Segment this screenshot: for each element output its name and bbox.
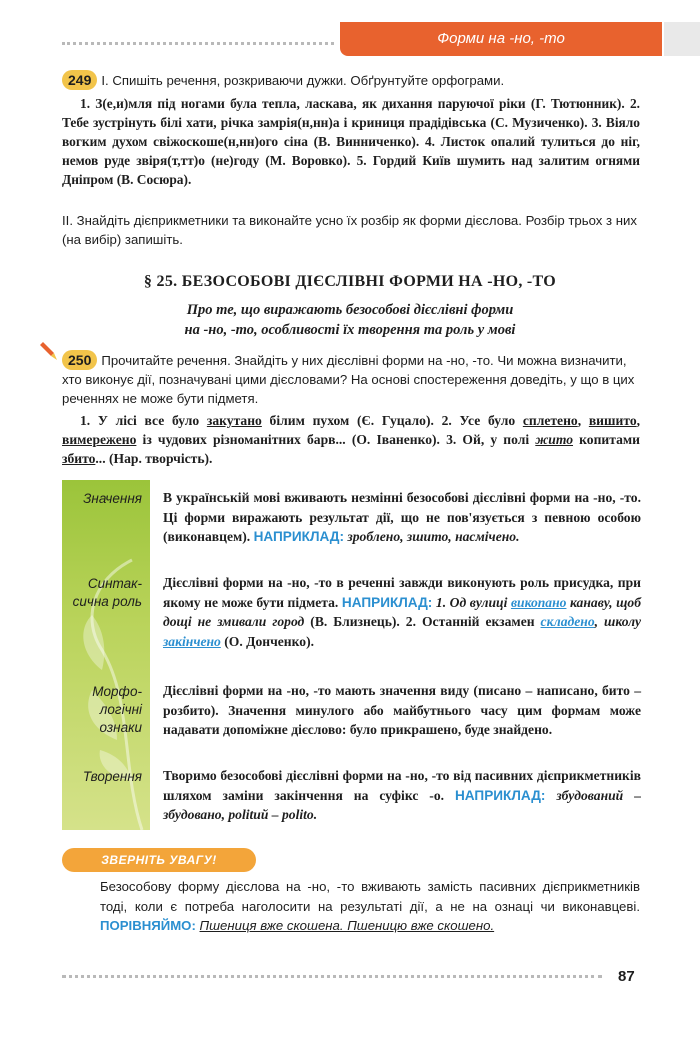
row-syntax-example-label: НАПРИКЛАД: <box>341 594 433 610</box>
ex249-task1 <box>62 70 642 90</box>
ex250-task <box>62 350 640 408</box>
row-syntax-ex2b: , школу <box>594 614 642 629</box>
ex250-comma-1: , <box>577 413 589 428</box>
row-syntax-ex1c: (В. Близнець). 2. Останній екзамен <box>304 614 541 629</box>
row-syntax-ex1b: канаву, щоб дощі не змивали город <box>163 594 641 629</box>
row-syntax-ex2c: (О. Донченко). <box>220 633 315 649</box>
ex250-s1a: 1. У лісі все було <box>80 413 207 428</box>
ex249-badge: 249 <box>62 70 97 90</box>
row-label-morph-text: Морфо-логічні ознаки <box>92 684 142 735</box>
row-formation-example: збудований – збудовано, politий – polito. <box>163 787 641 822</box>
attention-note-body: Безособову форму дієслова на -но, -то вживають замість пасивних дієприкметників тоді, коли є потреба наголосити на результаті дії, а не на ознаці чи виконавцеві. <box>100 879 640 914</box>
page-number: 87 <box>618 968 635 985</box>
section-header-title: Форми на -но, -то <box>437 30 565 47</box>
ex250-word-zakutano: закутано <box>206 413 262 428</box>
section-title: § 25. БЕЗОСОБОВІ ДІЄСЛІВНІ ФОРМИ НА -НО, -ТО <box>143 273 557 290</box>
attention-note <box>100 877 640 936</box>
header-dotted-line <box>62 42 334 45</box>
ex250-comma-2: , <box>636 413 641 428</box>
row-formation-example-label: НАПРИКЛАД: <box>454 787 546 803</box>
section-subtitle-line2: на -но, -то, особливості їх творення та роль у мові <box>184 322 516 338</box>
ex250-s3c: ... (Нар. творчість). <box>95 451 213 466</box>
ex250-word-vyshyto: вишито <box>588 413 637 428</box>
row-text-syntax <box>163 573 641 651</box>
ex250-s2b: із чудових різноманітних барв... (О. Іваненко). 3. Ой, у полі <box>136 432 536 447</box>
row-formation-body: Творимо безособові дієслівні форми на -но, -то від пасивних дієприкметників шляхом заміни закінчення на суфікс -о. <box>163 768 641 803</box>
row-label-syntax <box>62 575 142 611</box>
ex249-task2-text: ІІ. Знайдіть дієприкметники та виконайте усно їх розбір як форми дієслова. Розбір трьох з них (на вибір) запишіть. <box>62 213 638 247</box>
ex249-task2 <box>62 211 640 249</box>
ex250-s3b: копитами <box>573 432 641 447</box>
ex250-word-zbyto: збито <box>62 451 96 466</box>
attention-tab: ЗВЕРНІТЬ УВАГУ! <box>62 848 256 872</box>
section-header-tab <box>340 22 662 56</box>
row-meaning-example-label: НАПРИКЛАД: <box>253 529 345 544</box>
attention-compare-label: ПОРІВНЯЙМО: <box>100 918 196 933</box>
ex250-badge: 250 <box>62 350 97 370</box>
ex249-sentences-text: 1. З(е,и)мля під ногами була тепла, ласкава, як дихання паруючої ріки (Г. Тютюнник). 2. Тебе зустрінуть білі хати, річка замрія(н,нн)а і криниця прадідівська (С. Музиченко). 3. Віяло вогким духом свіжоскоше(н,нн)ого сіна (В. Винниченко). 4. Листок опалий тулиться до ніг, немов руде звіря(т,тт)о (не)году (М. Воровко). 5. Гордий Київ шумить над залитим огнями Дніпром (В. Сосюра). <box>62 96 640 187</box>
row-morph-body: Дієслівні форми на -но, -то мають значення виду (писано – написано, бито – розбито). Значення минулого або майбутнього часу цим формам може надавати допоміжне дієслово: було прикрашено, буде знайдено. <box>163 683 641 737</box>
ex250-word-zhyto: жито <box>535 432 574 447</box>
row-label-meaning: Значення <box>83 491 142 506</box>
row-syntax-word-zakincheno: закінчено <box>163 633 221 649</box>
ex250-sentences <box>62 411 640 468</box>
row-syntax-word-skladeno: складено <box>540 614 595 629</box>
section-subtitle <box>100 300 600 340</box>
row-syntax-ex1a: 1. Од вулиці <box>435 594 511 610</box>
row-text-meaning <box>163 488 641 547</box>
ex250-s1b: білим пухом (Є. Гуцало). 2. Усе було <box>261 413 523 428</box>
ex250-word-spleteno: сплетено <box>522 413 578 428</box>
pencil-icon <box>40 340 58 362</box>
row-text-morph <box>163 681 641 740</box>
row-label-morph <box>62 683 142 737</box>
row-label-formation: Творення <box>82 769 142 784</box>
footer-dotted-line <box>62 975 602 978</box>
ex250-word-vymerezheno: вимережено <box>62 432 137 447</box>
section-subtitle-line1: Про те, що виражають безособові дієслівні форми <box>186 302 514 318</box>
row-meaning-body: В українській мові вживають незмінні безособові дієслівні форми на -но, -то. Ці форми виражають результат дії, що не пов'язується з певною особою (виконавцем). <box>163 490 641 544</box>
row-label-syntax-text: Синтак-сична роль <box>72 576 142 609</box>
ex249-sentences <box>62 94 640 189</box>
row-syntax-word-vykopano: викопано <box>510 594 567 610</box>
row-syntax-body: Дієслівні форми на -но, -то в реченні завжди виконують роль присудка, при якому не може бути підмета. <box>163 575 641 610</box>
row-meaning-example: зроблено, зшито, насмічено. <box>347 529 520 544</box>
ex250-task-text: Прочитайте речення. Знайдіть у них дієслівні форми на -но, -то. Чи можна визначити, хто виконує дії, позначувані цими дієсловами? На основі спостереження доведіть, у що в цих реченнях не може бути підметя. <box>62 353 635 406</box>
row-text-formation <box>163 766 641 825</box>
ex249-task1-text: І. Спишіть речення, розкриваючи дужки. Обґрунтуйте орфограми. <box>101 73 505 88</box>
attention-compare-text: Пшениця вже скошена. Пшеницю вже скошено. <box>199 918 495 933</box>
header-side-stripe <box>664 22 700 56</box>
